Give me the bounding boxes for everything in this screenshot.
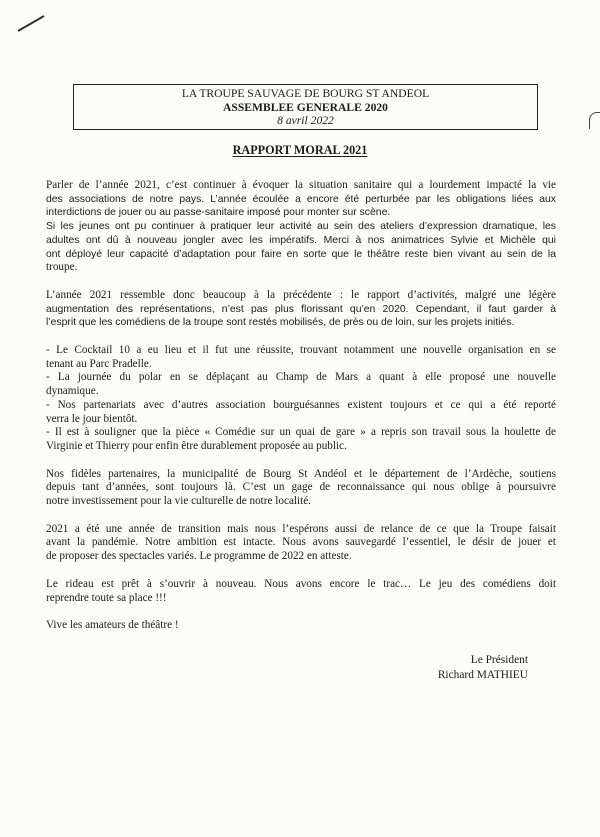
text-line: - La journée du polar en se déplaçant au Champ de Mars a quant à elle proposé une nouvelle	[46, 371, 556, 384]
signature-block	[438, 653, 528, 683]
text-line: 2021 a été une année de transition mais nous l’espérons aussi de relance de ce que la Troupe faisait	[46, 522, 556, 535]
bullet-polar	[46, 371, 556, 398]
text-line: - Nos partenariats avec d’autres association bourguésannes existent toujours et ce qui a été reporté	[46, 398, 556, 411]
signature-name: Richard MATHIEU	[437, 669, 528, 681]
text-line: ont déployé leur capacité d’adaptation pour faire en sorte que le théâtre reste bien vivant au sein de la	[46, 248, 556, 260]
header-box	[73, 84, 538, 130]
paragraph-activities	[46, 289, 556, 330]
paragraph-transition	[46, 523, 556, 564]
text-line: Vive les amateurs de théâtre !	[46, 619, 179, 632]
text-line: augmentation des représentations, n’est pas plus florissant qu’en 2020. Cependant, il faut garder à	[46, 303, 556, 315]
text-line: reprendre toute sa place !!!	[46, 591, 167, 604]
pen-stroke-mark	[18, 15, 45, 32]
report-body	[46, 179, 556, 633]
bullet-partnerships	[46, 399, 556, 426]
text-line: depuis tant d’années, sont toujours là. C’est un gage de reconnaissance qui nous oblige à poursuivre	[46, 481, 556, 494]
text-line: verra le jour bientôt.	[46, 412, 138, 425]
text-line: Le rideau est prêt à s’ouvrir à nouveau. Nous avons encore le trac… Le jeu des comédiens doit	[46, 577, 556, 590]
text-line: tenant au Parc Pradelle.	[46, 357, 152, 370]
org-name: LA TROUPE SAUVAGE DE BOURG ST ANDEOL	[181, 87, 430, 100]
text-line: Si les jeunes ont pu continuer à pratiquer leur activité au sein des ateliers d’expression dramatique, les	[46, 221, 556, 233]
text-line: avant la pandémie. Notre ambition est intacte. Nous avons sauvegardé l’essentiel, le désir de jouer et	[46, 536, 556, 549]
bullet-play	[46, 426, 556, 453]
paragraph-curtain	[46, 578, 556, 605]
bullet-cocktail	[46, 344, 556, 371]
text-line: Virginie et Thierry pour enfin être durablement proposée au public.	[46, 439, 347, 452]
report-title-text: RAPPORT MORAL 2021	[232, 143, 368, 157]
text-line: - Le Cocktail 10 a eu lieu et il fut une réussite, trouvant notamment une nouvelle organisation en se	[46, 344, 556, 357]
meeting-title: ASSEMBLEE GENERALE 2020	[223, 100, 388, 114]
text-line: Parler de l’année 2021, c’est continuer à évoquer la situation sanitaire qui a lourdement impacté la vie	[46, 179, 556, 191]
signature-role: Le Président	[470, 654, 528, 666]
text-line: l’esprit que les comédiens de la troupe sont restés mobilisés, de près ou de loin, sur les projets initiés.	[46, 317, 515, 329]
page-edge-mark	[589, 112, 600, 129]
text-line: - Il est à souligner que la pièce « Comédie sur un quai de gare » a repris son travail sous la houlette de	[46, 426, 556, 439]
text-line: adultes ont dû à nouveau jongler avec les impératifs. Merci à nos animatrices Sylvie et Michèle qui	[46, 234, 556, 246]
text-line: des associations de notre pays. L’année écoulée a encore été perturbée par les obligations liées aux	[46, 193, 556, 205]
text-line: interdictions de jouer ou au passe-sanitaire imposé pour monter sur scène.	[46, 207, 391, 219]
paragraph-partners	[46, 468, 556, 509]
meeting-date: 8 avril 2022	[277, 114, 334, 128]
text-line: notre investissement pour la vie culturelle de notre localité.	[46, 495, 311, 508]
paragraph-closing	[46, 619, 556, 633]
text-line: L’année 2021 ressemble donc beaucoup à la précédente : le rapport d’activités, malgré une légère	[46, 288, 556, 301]
paragraph-intro	[46, 179, 556, 275]
text-line: Nos fidèles partenaires, la municipalité de Bourg St Andéol et le département de l’Ardèche, soutiens	[46, 467, 556, 480]
text-line: troupe.	[46, 261, 78, 274]
text-line: de proposer des spectacles variés. Le programme de 2022 en atteste.	[46, 550, 352, 563]
report-title	[0, 143, 600, 157]
text-line: dynamique.	[46, 385, 99, 398]
